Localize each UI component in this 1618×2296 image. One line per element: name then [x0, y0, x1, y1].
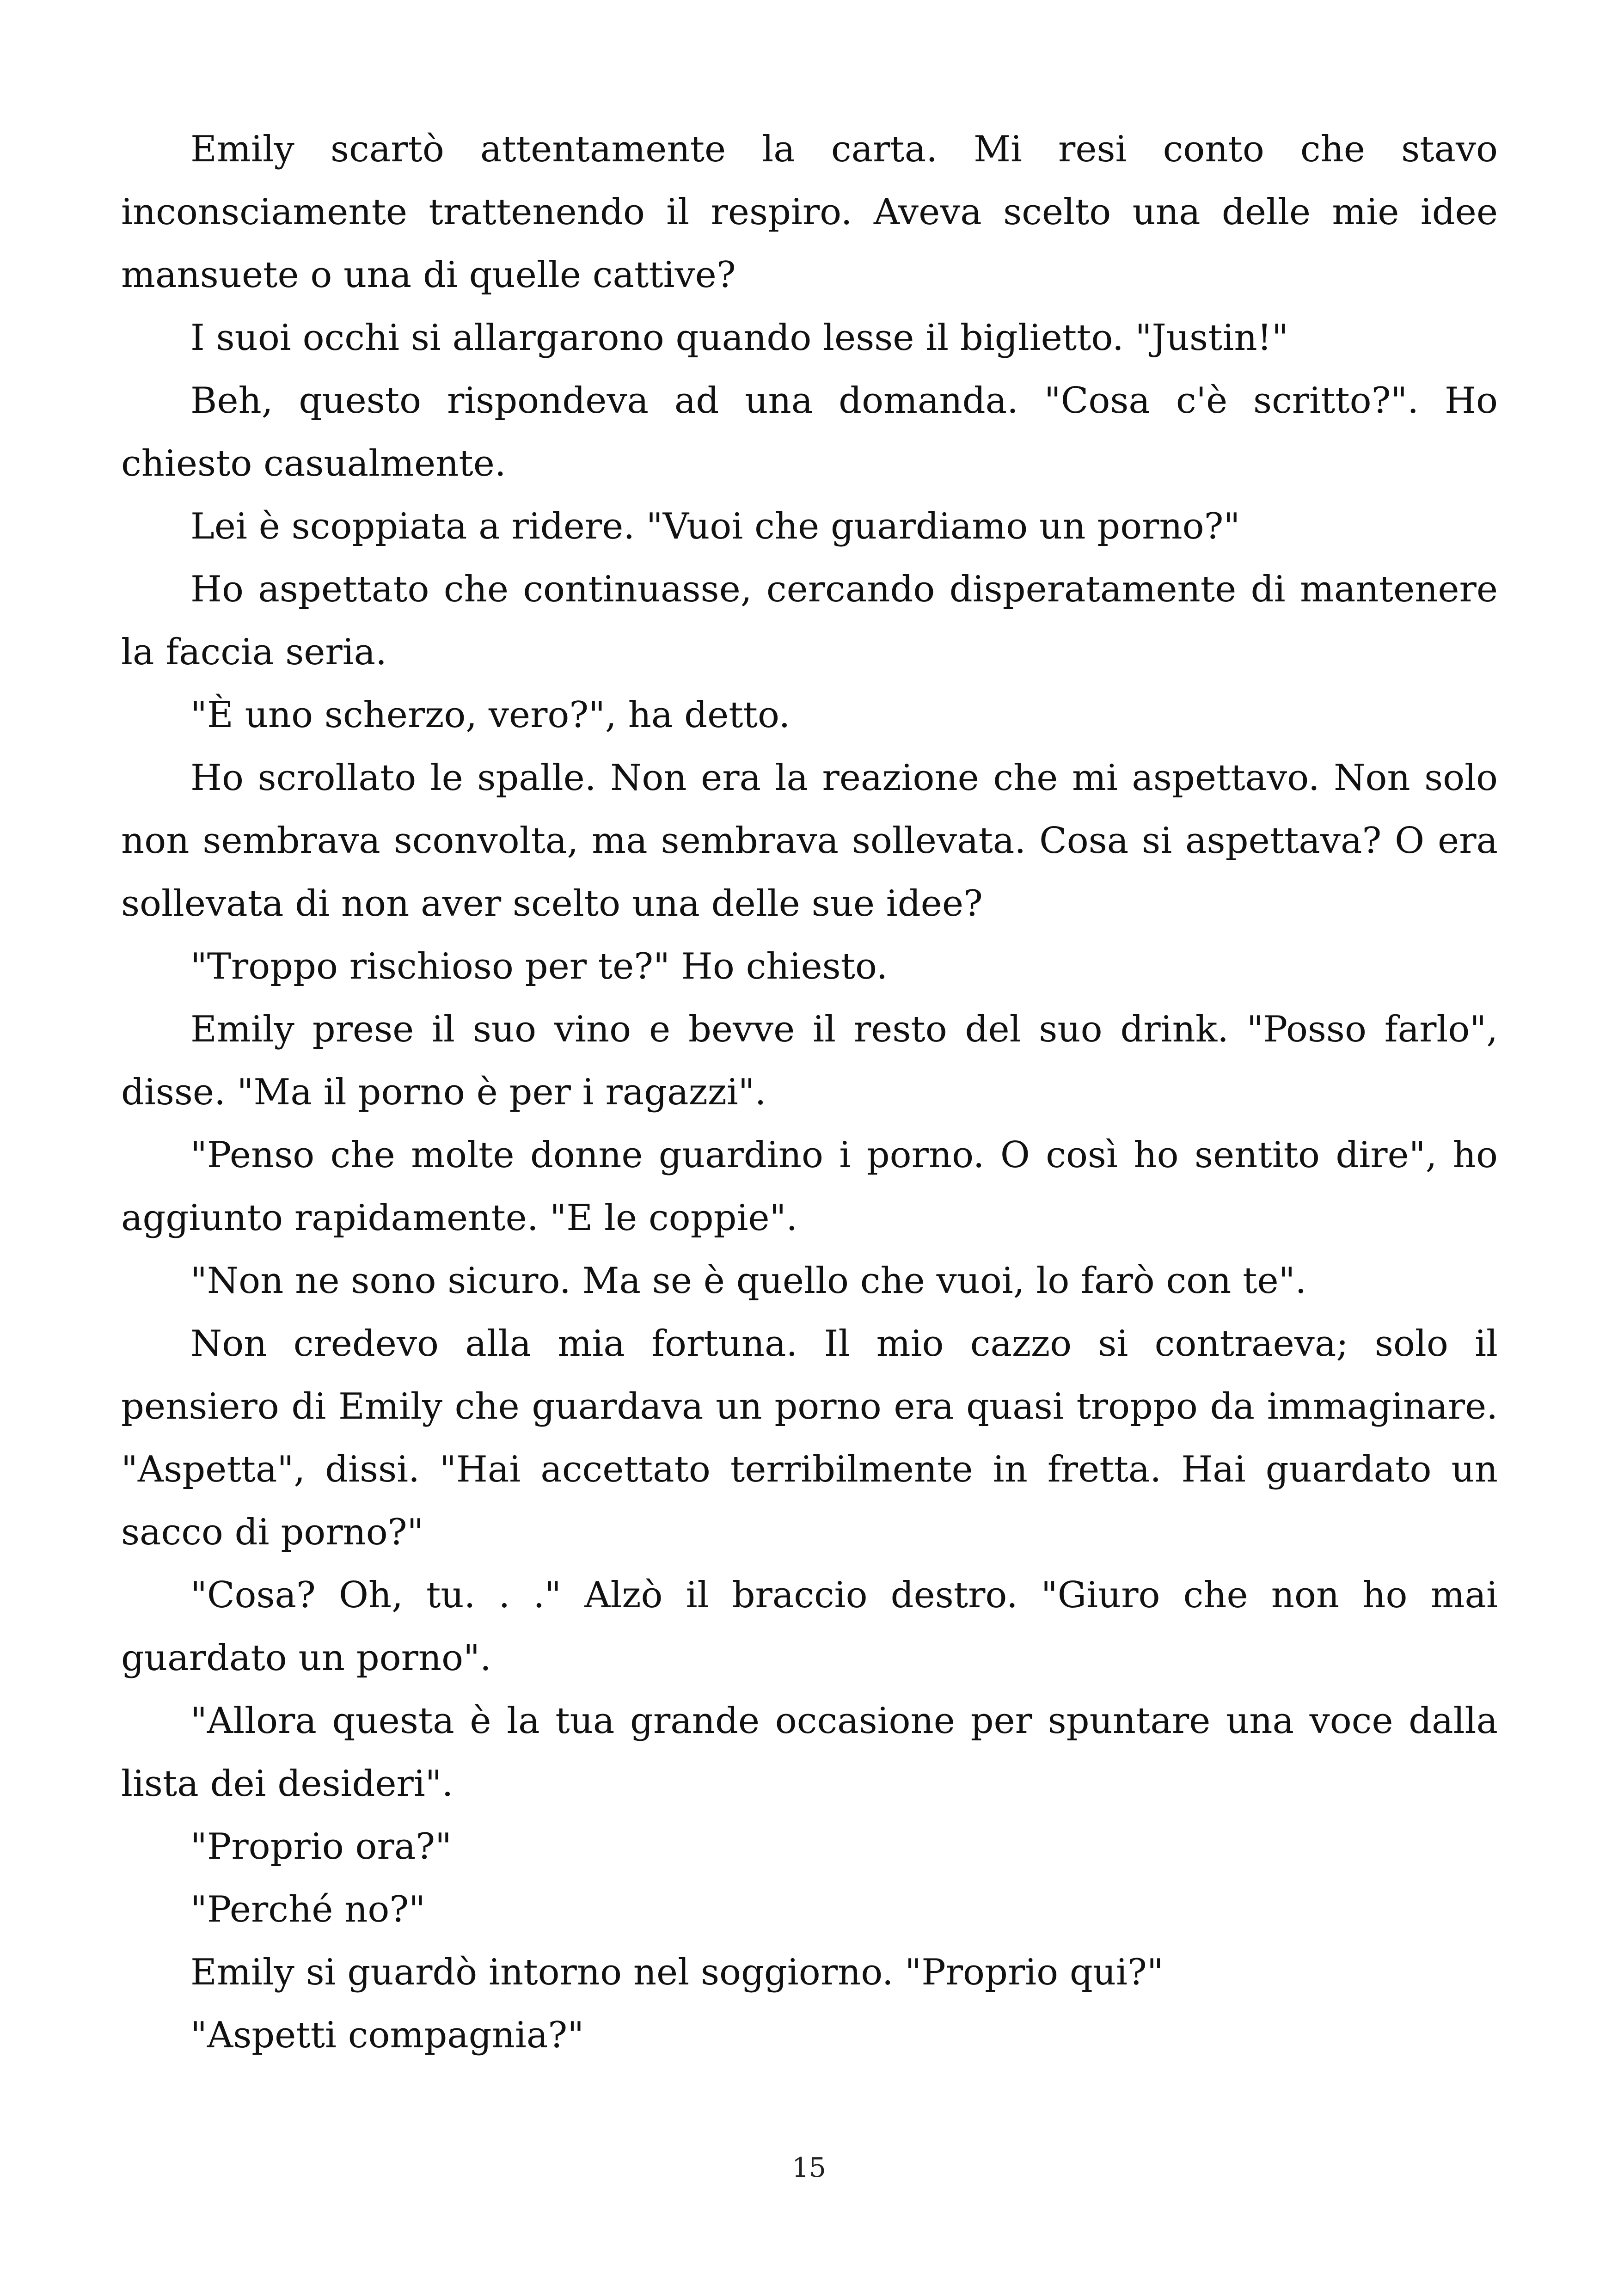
- paragraph-11: "Non ne sono sicuro. Ma se è quello che vuoi, lo farò con te".: [190, 1260, 1307, 1302]
- paragraph-15: "Proprio ora?": [190, 1826, 452, 1867]
- paragraph-1: Emily scartò attentamente la carta. Mi resi conto che stavo inconsciamente trattenendo il respiro. Aveva scelto una delle mie idee mansuete o una di quelle cattive?: [121, 129, 1498, 296]
- paragraph-13: "Cosa? Oh, tu. . ." Alzò il braccio destro. "Giuro che non ho mai guardato un porno".: [121, 1574, 1498, 1679]
- paragraph-6: "È uno scherzo, vero?", ha detto.: [190, 694, 791, 736]
- body-text: [121, 118, 1498, 2067]
- paragraph-16: "Perché no?": [190, 1889, 426, 1930]
- paragraph-7: Ho scrollato le spalle. Non era la reazione che mi aspettavo. Non solo non sembrava sconvolta, ma sembrava sollevata. Cosa si aspettava? O era sollevata di non aver scelto una delle sue idee?: [121, 757, 1498, 925]
- paragraph-12: Non credevo alla mia fortuna. Il mio cazzo si contraeva; solo il pensiero di Emily che guardava un porno era quasi troppo da immaginare. "Aspetta", dissi. "Hai accettato terribilmente in fretta. Hai guardato un sacco di porno?": [121, 1323, 1498, 1553]
- paragraph-9: Emily prese il suo vino e bevve il resto del suo drink. "Posso farlo", disse. "Ma il porno è per i ragazzi".: [121, 1009, 1498, 1113]
- paragraph-4: Lei è scoppiata a ridere. "Vuoi che guardiamo un porno?": [190, 506, 1240, 547]
- paragraph-17: Emily si guardò intorno nel soggiorno. "Proprio qui?": [190, 1952, 1164, 1993]
- paragraph-10: "Penso che molte donne guardino i porno. O così ho sentito dire", ho aggiunto rapidamente. "E le coppie".: [121, 1134, 1498, 1239]
- paragraph-5: Ho aspettato che continuasse, cercando disperatamente di mantenere la faccia seria.: [121, 569, 1498, 673]
- paragraph-18: "Aspetti compagnia?": [190, 2014, 584, 2056]
- paragraph-14: "Allora questa è la tua grande occasione per spuntare una voce dalla lista dei desideri".: [121, 1700, 1498, 1805]
- paragraph-2: I suoi occhi si allargarono quando lesse il biglietto. "Justin!": [190, 317, 1288, 359]
- paragraph-8: "Troppo rischioso per te?" Ho chiesto.: [190, 946, 888, 987]
- page-number: 15: [792, 2152, 826, 2183]
- paragraph-3: Beh, questo rispondeva ad una domanda. "Cosa c'è scritto?". Ho chiesto casualmente.: [121, 380, 1498, 484]
